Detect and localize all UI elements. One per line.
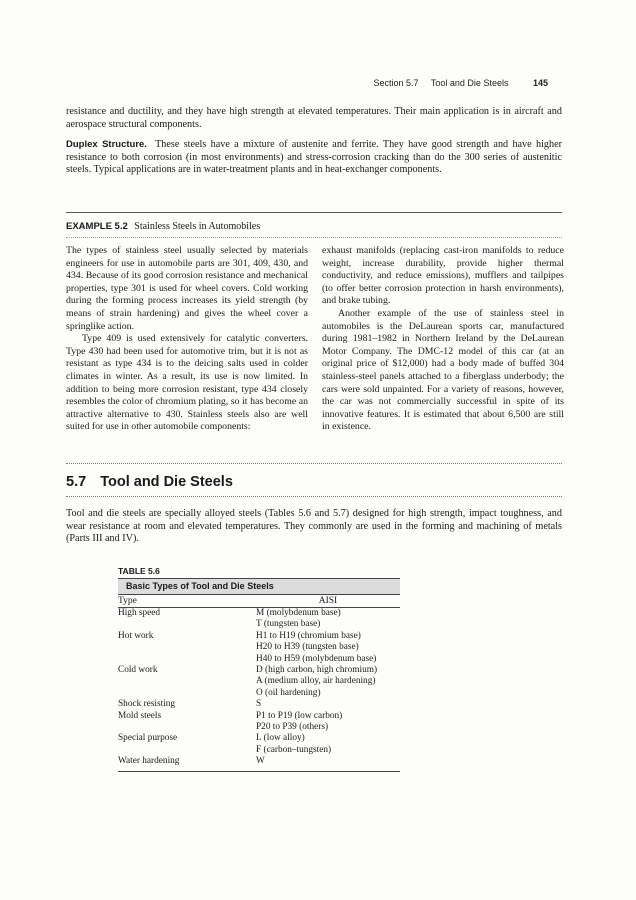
cell-aisi: W (256, 756, 265, 767)
table-row (118, 722, 400, 733)
table-row (118, 619, 400, 630)
section-divider (66, 496, 562, 497)
table-header-row (118, 594, 400, 608)
cell-type (118, 745, 256, 756)
example-box (66, 212, 562, 464)
example-divider (66, 237, 562, 238)
table-row (118, 676, 400, 687)
section-title: Tool and Die Steels (100, 474, 233, 490)
cell-type (118, 654, 256, 665)
cell-aisi: H20 to H39 (tungsten base) (256, 642, 359, 653)
example-paragraph: The types of stainless steel usually selected by materials engineers for use in automobile parts are 301, 409, 430, and 434. Because of its good corrosion resistance and mechanical properties, type 301 is used for wheel covers. Cold working during the forming process increases its yield strength (by means of strain hardening) and gives the wheel cover a springlike action. (66, 245, 308, 332)
cell-aisi: A (medium alloy, air hardening) (256, 676, 376, 687)
section-number: 5.7 (66, 474, 87, 490)
header-type: Type (118, 596, 137, 606)
header-aisi: AISI (318, 596, 338, 606)
example-paragraph: exhaust manifolds (replacing cast-iron manifolds to reduce weight, increase durability, provide higher thermal conductivity, and reduce emissions), mufflers and tailpipes (to offer better corrosion protection in harsh environments), and brake tubing. (322, 245, 564, 307)
cell-type: Shock resisting (118, 699, 176, 710)
table-label: TABLE 5.6 (118, 566, 160, 576)
cell-aisi: M (molybdenum base) (256, 608, 341, 618)
section-paragraph: Tool and die steels are specially alloyed steels (Tables 5.6 and 5.7) designed for high strength, impact toughness, and wear resistance at room and elevated temperatures. They commonly are used in the forming and machining of metals (Parts III and IV). (66, 508, 562, 545)
table-row (118, 654, 400, 665)
steel-types-table (118, 578, 400, 772)
cell-type (118, 619, 256, 630)
table-caption: Basic Types of Tool and Die Steels (118, 578, 400, 594)
running-header (374, 78, 548, 88)
table-bottom-rule (118, 768, 400, 772)
table-row (118, 631, 400, 642)
cell-aisi: T (tungsten base) (256, 619, 321, 630)
header-section: Section 5.7 (373, 78, 419, 88)
cell-aisi: H1 to H19 (chromium base) (256, 630, 361, 641)
cell-aisi: F (carbon–tungsten) (256, 744, 332, 755)
cell-type: High speed (118, 608, 161, 618)
cell-aisi: S (256, 699, 262, 710)
cell-aisi: L (low alloy) (256, 733, 305, 744)
cell-type (118, 688, 256, 699)
duplex-paragraph (66, 139, 562, 177)
example-title (66, 221, 260, 232)
example-paragraph: Another example of the use of stainless steel in automobiles is the DeLaurean sports car, manufactured during 1981–1982 in Northern Ireland by the DeLaurean Motor Company. The DMC-12 model of this car (at an original price of $12,000) had a body made of buffed 304 stainless-steel panels attached to a fiberglass underbody; the cars were sold unpainted. For a variety of reasons, however, the car was not commercially successful in spite of its innovative features. It is estimated that about 6,500 are still in existence. (322, 307, 564, 433)
cell-type: Cold work (118, 665, 158, 676)
table-row (118, 699, 400, 710)
cell-aisi: O (oil hardening) (256, 687, 321, 698)
table-row (118, 745, 400, 756)
table-row (118, 665, 400, 676)
section-heading (66, 474, 233, 490)
header-title: Tool and Die Steels (430, 78, 509, 88)
duplex-heading: Duplex Structure. (66, 139, 147, 150)
example-heading: Stainless Steels in Automobiles (134, 221, 261, 232)
cell-type: Special purpose (118, 733, 178, 744)
cell-aisi: P20 to P39 (others) (256, 722, 329, 733)
example-left-column (66, 245, 308, 434)
intro-paragraph: resistance and ductility, and they have high strength at elevated temperatures. Their main application is in aircraft and aerospace structural components. (66, 106, 562, 130)
example-paragraph: Type 409 is used extensively for catalytic converters. Type 430 had been used for automotive trim, but it is not as resistant as type 434 is to the deicing salts used in colder climates in winter. As a result, its use is now limited. In addition to being more corrosion resistant, type 434 closely resembles the color of chromium plating, so it has become an attractive alternative to 430. Stainless steels also are well suited for use in other automobile components: (66, 333, 308, 433)
table-row (118, 733, 400, 744)
cell-type: Mold steels (118, 710, 162, 721)
table-row (118, 711, 400, 722)
example-label: EXAMPLE 5.2 (66, 221, 128, 232)
cell-type (118, 642, 256, 653)
duplex-text: These steels have a mixture of austenite and ferrite. They have good strength and have higher resistance to both corrosion (in most environments) and stress-corrosion cracking than do the 300 series of austenitic steels. Typical applications are in water-treatment plants and in heat-exchanger components. (66, 139, 562, 176)
cell-type: Hot work (118, 630, 154, 641)
table-body (118, 608, 400, 768)
example-right-column (322, 245, 564, 434)
cell-aisi: D (high carbon, high chromium) (256, 665, 378, 676)
table-row (118, 688, 400, 699)
page-number: 145 (532, 78, 548, 88)
cell-type (118, 722, 256, 733)
cell-aisi: H40 to H59 (molybdenum base) (256, 653, 377, 664)
table-row (118, 608, 400, 619)
table-row (118, 642, 400, 653)
table-row (118, 756, 400, 767)
cell-type (118, 676, 256, 687)
cell-aisi: P1 to P19 (low carbon) (256, 710, 343, 721)
cell-type: Water hardening (118, 756, 180, 767)
